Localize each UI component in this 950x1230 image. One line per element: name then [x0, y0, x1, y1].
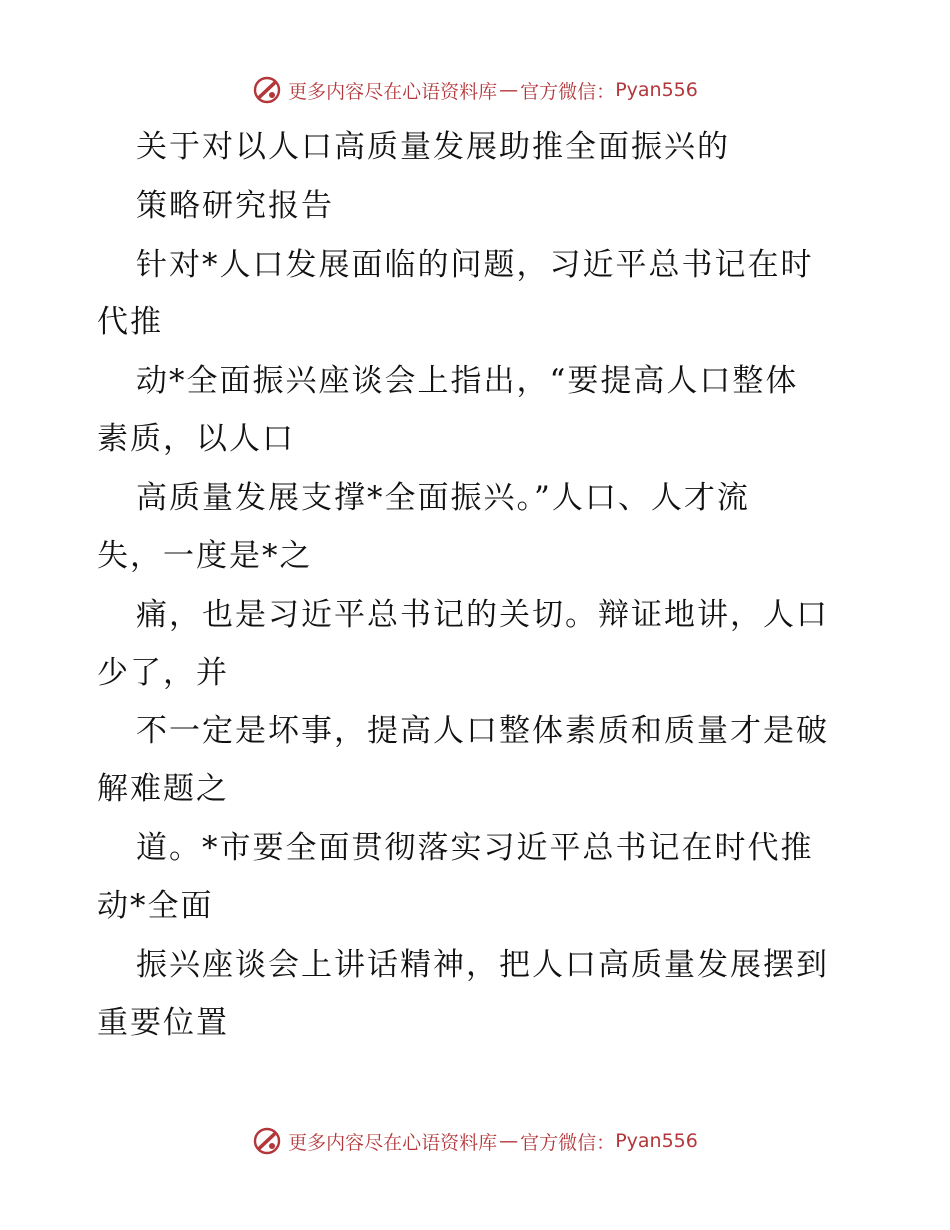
paragraph-line: 解难题之 [97, 771, 229, 807]
paragraph-line: 动*全面振兴座谈会上指出，“要提高人口整体 [136, 363, 799, 399]
footer-contact-label: 官方微信： [520, 1131, 616, 1154]
footer-banner [0, 1121, 950, 1161]
paragraph-line: 少了，并 [97, 655, 229, 691]
paragraph-line: 痛，也是习近平总书记的关切。辩证地讲，人口 [136, 597, 829, 633]
paragraph-line: 道。*市要全面贯彻落实习近平总书记在时代推 [136, 830, 814, 866]
paragraph-line: 高质量发展支撑*全面振兴。”人口、人才流 [136, 480, 750, 516]
header-banner [0, 70, 950, 110]
paragraph-line: 动*全面 [97, 888, 214, 924]
header-contact-account: Pyan556 [615, 79, 698, 101]
footer-separator: — [499, 1130, 519, 1152]
paragraph-line: 重要位置 [97, 1005, 229, 1041]
document-title-line-1: 关于对以人口高质量发展助推全面振兴的 [136, 129, 730, 165]
document-title-line-2: 策略研究报告 [136, 188, 334, 224]
paragraph-line: 代推 [97, 304, 163, 340]
quill-pen-logo-icon [252, 75, 282, 105]
paragraph-line: 素质，以人口 [97, 421, 295, 457]
paragraph-line: 不一定是坏事，提高人口整体素质和质量才是破 [136, 713, 829, 749]
quill-pen-logo-icon [252, 1126, 282, 1156]
header-contact-label: 官方微信： [520, 80, 616, 103]
footer-contact-account: Pyan556 [615, 1130, 698, 1152]
paragraph-line: 失，一度是*之 [97, 538, 313, 574]
header-site-text: 更多内容尽在心语资料库 [288, 80, 498, 103]
paragraph-line: 振兴座谈会上讲话精神，把人口高质量发展摆到 [136, 947, 829, 983]
header-separator: — [499, 79, 519, 101]
paragraph-line: 针对*人口发展面临的问题，习近平总书记在时 [136, 247, 814, 283]
footer-site-text: 更多内容尽在心语资料库 [288, 1131, 498, 1154]
